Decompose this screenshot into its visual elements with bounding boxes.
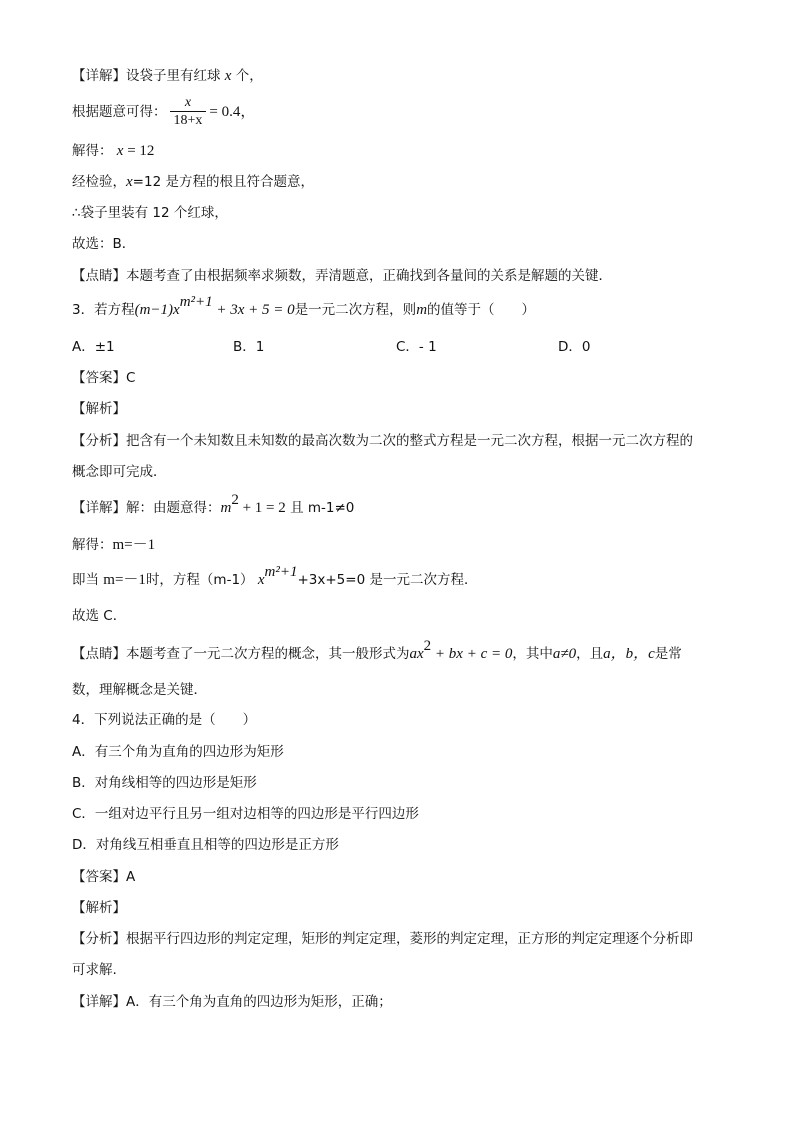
- q4-analysis-1: 【分析】根据平行四边形的判定定理，矩形的判定定理，菱形的判定定理，正方形的判定定理逐个分析即: [72, 931, 693, 947]
- check-line: 经检验，x=12 是方程的根且符合题意，: [72, 174, 314, 190]
- q3-comment-2: 数，理解概念是关键．: [72, 682, 207, 698]
- choice-line: 故选：B．: [72, 236, 136, 252]
- q3-comment-1: 【点睛】本题考查了一元二次方程的概念，其一般形式为$ax^2$ + bx + c = 0，其中a≠0，且a，b，c是常: [72, 638, 682, 662]
- q3-option-a: A．±1: [72, 339, 115, 355]
- q3-answer: 【答案】C: [72, 370, 136, 386]
- conclusion-line: ∴袋子里装有 12 个红球，: [72, 205, 228, 221]
- q3-analysis-heading: 【解析】: [72, 401, 126, 417]
- question-3: 3．若方程$(m-1)x^{m^2+1} + 3x + 5 = 0$是一元二次方程，则m的值等于（ ）: [72, 294, 536, 318]
- q4-option-c: C．一组对边平行且另一组对边相等的四边形是平行四边形: [72, 806, 419, 822]
- equation-line: 根据题意可得： $\frac{x}{18+x}$ = 0.4，: [72, 95, 256, 128]
- q4-option-a: A．有三个角为直角的四边形为矩形: [72, 744, 284, 760]
- q4-analysis-heading: 【解析】: [72, 900, 126, 916]
- q3-option-c: C．- 1: [396, 339, 437, 355]
- q4-analysis-2: 可求解.: [72, 962, 117, 978]
- question-4: 4．下列说法正确的是（ ）: [72, 712, 257, 728]
- detail-tag: 【详解】: [72, 68, 126, 84]
- q4-answer: 【答案】A: [72, 869, 136, 885]
- q3-detail: 【详解】解：由题意得：$m^2 + 1 = 2$ 且 m-1≠0: [72, 492, 355, 516]
- q4-option-d: D．对角线互相垂直且相等的四边形是正方形: [72, 837, 339, 853]
- comment-line: 【点睛】本题考查了由根据频率求频数，弄清题意，正确找到各量间的关系是解题的关键．: [72, 268, 612, 284]
- q3-option-d: D．0: [558, 339, 591, 355]
- q3-analysis-2: 概念即可完成．: [72, 464, 167, 480]
- fraction: $\frac{x}{18+x}$: [170, 95, 207, 129]
- q4-detail: 【详解】A．有三个角为直角的四边形为矩形，正确；: [72, 994, 392, 1010]
- detail-line-1: 【详解】设袋子里有红球 x 个，: [72, 68, 263, 84]
- q4-option-b: B．对角线相等的四边形是矩形: [72, 775, 257, 791]
- q3-option-b: B．1: [233, 339, 265, 355]
- q3-confirm: 即当 m=－1时，方程（m-1） $x^{m^2+1}+3x+5=0$ 是一元二次方程．: [72, 564, 478, 588]
- solve-line: 解得： x = 12: [72, 143, 155, 159]
- q3-choice: 故选 C．: [72, 608, 127, 624]
- q3-solve: 解得：m=－1: [72, 537, 156, 553]
- q3-analysis-1: 【分析】把含有一个未知数且未知数的最高次数为二次的整式方程是一元二次方程，根据一元二次方程的: [72, 433, 693, 449]
